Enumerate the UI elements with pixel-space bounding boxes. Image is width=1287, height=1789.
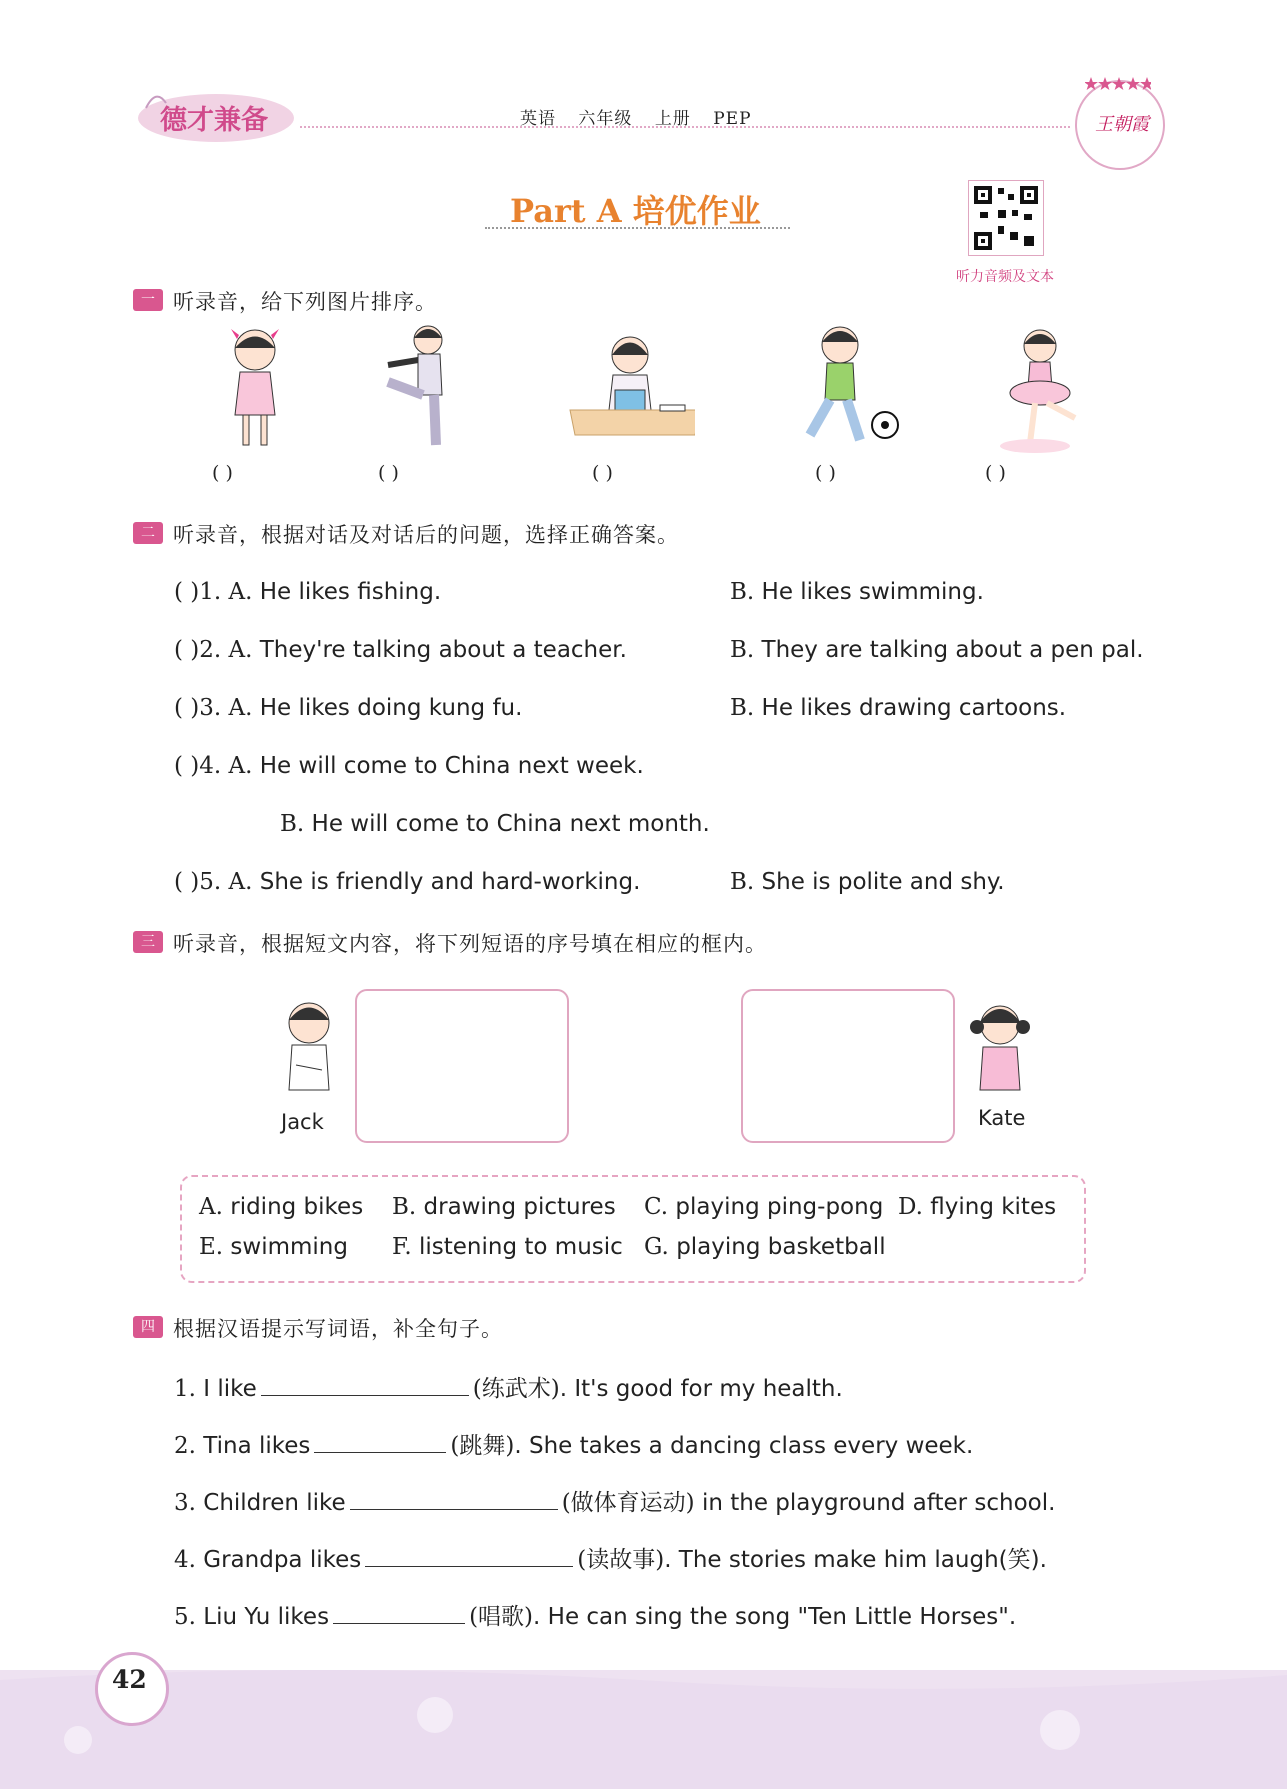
qr-label: 听力音频及文本 <box>956 269 1054 285</box>
boy-kung-fu-figure <box>368 320 498 455</box>
question-2: ( )2. A. They're talking about a teacher. <box>174 637 627 663</box>
kate-answer-box[interactable] <box>741 989 955 1143</box>
question-1: ( )1. A. He likes fishing. <box>174 579 442 605</box>
blank-2[interactable] <box>314 1430 446 1453</box>
blank-1[interactable] <box>261 1373 469 1396</box>
jack-answer-box[interactable] <box>355 989 569 1143</box>
fill-sentence-1: 1. I like (练武术). It's good for my health. <box>174 1370 843 1403</box>
order-bracket-2[interactable]: ( ) <box>378 462 399 484</box>
subject: 英语 <box>520 109 556 129</box>
section-2-badge: 二 <box>133 522 163 544</box>
question-5-option-b: B. She is polite and shy. <box>730 869 1005 895</box>
phrase-options-box <box>180 1175 1086 1283</box>
fill-sentence-4: 4. Grandpa likes (读故事). The stories make him laugh(笑). <box>174 1541 1047 1574</box>
boy-playing-football-figure <box>785 320 915 455</box>
option-g: G. playing basketball <box>644 1234 886 1260</box>
footer-wave <box>0 1670 1287 1789</box>
order-bracket-5[interactable]: ( ) <box>985 462 1006 484</box>
part-title: Part A 培优作业 <box>510 192 761 230</box>
section-1-title: 听录音，给下列图片排序。 <box>173 290 437 314</box>
blank-3[interactable] <box>350 1487 558 1510</box>
blank-4[interactable] <box>365 1544 573 1567</box>
section-4-badge: 四 <box>133 1316 163 1338</box>
question-3-option-b: B. He likes drawing cartoons. <box>730 695 1067 721</box>
option-e: E. swimming <box>199 1234 348 1260</box>
option-c: C. playing ping-pong <box>644 1194 884 1220</box>
question-5: ( )5. A. She is friendly and hard-working. <box>174 869 641 895</box>
question-2-option-b: B. They are talking about a pen pal. <box>730 637 1144 663</box>
volume: 上册 <box>654 109 691 129</box>
girl-singing-figure <box>195 320 325 455</box>
question-3: ( )3. A. He likes doing kung fu. <box>174 695 523 721</box>
section-1-badge: 一 <box>133 289 163 311</box>
page-number: 42 <box>112 1665 147 1694</box>
girl-dancing-figure <box>975 318 1105 453</box>
jack-label: Jack <box>281 1110 324 1134</box>
stamp-text: 王朝霞 <box>1095 114 1149 135</box>
qr-code-icon[interactable] <box>968 180 1044 256</box>
order-bracket-4[interactable]: ( ) <box>815 462 836 484</box>
question-4: ( )4. A. He will come to China next week. <box>174 753 644 779</box>
option-d: D. flying kites <box>898 1194 1057 1220</box>
section-4-title: 根据汉语提示写词语，补全句子。 <box>173 1317 503 1341</box>
fill-sentence-5: 5. Liu Yu likes (唱歌). He can sing the song "Ten Little Horses". <box>174 1598 1016 1631</box>
option-b: B. drawing pictures <box>392 1194 616 1220</box>
fill-sentence-3: 3. Children like (做体育运动) in the playground after school. <box>174 1484 1055 1517</box>
edition: PEP <box>713 109 752 129</box>
grade: 六年级 <box>578 109 633 129</box>
header-divider <box>300 126 1070 128</box>
kate-avatar <box>965 995 1035 1105</box>
question-4-option-b: B. He will come to China next month. <box>280 811 710 837</box>
question-1-option-b: B. He likes swimming. <box>730 579 984 605</box>
brand-logo-text: 德才兼备 <box>160 105 268 136</box>
girl-reading-figure <box>565 325 695 460</box>
section-2-title: 听录音，根据对话及对话后的问题，选择正确答案。 <box>173 523 679 547</box>
kate-label: Kate <box>978 1106 1026 1130</box>
option-f: F. listening to music <box>392 1234 623 1260</box>
blank-5[interactable] <box>333 1601 465 1624</box>
option-a: A. riding bikes <box>199 1194 364 1220</box>
section-3-badge: 三 <box>133 931 163 953</box>
order-bracket-1[interactable]: ( ) <box>212 462 233 484</box>
fill-sentence-2: 2. Tina likes (跳舞). She takes a dancing class every week. <box>174 1427 973 1460</box>
order-bracket-3[interactable]: ( ) <box>592 462 613 484</box>
title-underline <box>485 227 790 229</box>
jack-avatar <box>274 995 344 1105</box>
section-3-title: 听录音，根据短文内容，将下列短语的序号填在相应的框内。 <box>173 932 767 956</box>
stars-icon <box>1085 76 1151 92</box>
